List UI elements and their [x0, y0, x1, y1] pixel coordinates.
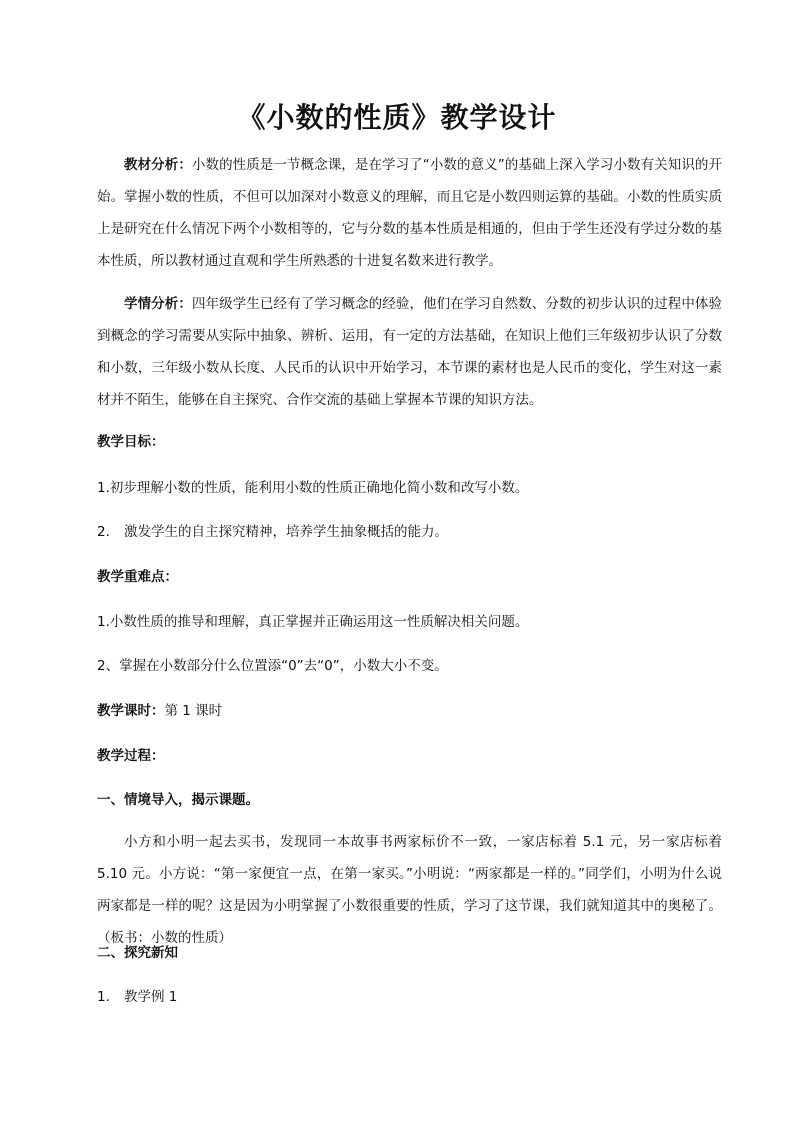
keypoint-item-1: 1.小数性质的推导和理解，真正掌握并正确运用这一性质解决相关问题。 — [97, 614, 529, 630]
student-analysis-label: 学情分析： — [124, 296, 192, 312]
goal-item-2 — [97, 516, 448, 548]
section-2-item-1 — [97, 981, 177, 1013]
section-1-paragraph: 小方和小明一起去买书，发现同一本故事书两家标价不一致，一家店标着 5.1 元，另一家店标着 5.10 元。小方说：“第一家便宜一点，在第一家买。”小明说：“两家都是一样的。”同学们，小明为什么说两家都是一样的呢？这是因为小明掌握了小数很重要的性质，学习了这节课，我们就知道其中的奥秘了。（板书：小数的性质） — [97, 834, 722, 946]
class-period-label: 教学课时： — [97, 703, 165, 719]
student-analysis-paragraph — [97, 288, 722, 416]
material-analysis-text: 小数的性质是一节概念课，是在学习了“小数的意义”的基础上深入学习小数有关知识的开始。掌握小数的性质，不但可以加深对小数意义的理解，而且它是小数四则运算的基础。小数的性质实质上是研究在什么情况下两个小数相等的，它与分数的基本性质是相通的，但由于学生还没有学过分数的基本性质，所以教材通过直观和学生所熟悉的十进复名数来进行教学。 — [97, 157, 722, 269]
section-1-heading: 一、情境导入，揭示课题。 — [97, 792, 259, 808]
class-period — [97, 695, 222, 727]
document-title: 《小数的性质》教学设计 — [237, 101, 557, 134]
goal-item-2-number: 2. — [97, 524, 110, 540]
section-2-heading: 二、探究新知 — [97, 945, 178, 961]
section-2-item-1-text: 教学例 1 — [124, 989, 178, 1005]
material-analysis-label: 教材分析： — [124, 157, 192, 173]
goals-heading: 教学目标： — [97, 434, 165, 450]
keypoints-heading: 教学重难点： — [97, 569, 178, 585]
student-analysis-text: 四年级学生已经有了学习概念的经验，他们在学习自然数、分数的初步认识的过程中体验到概念的学习需要从实际中抽象、辨析、运用，有一定的方法基础，在知识上他们三年级初步认识了分数和小数，三年级小数从长度、人民币的认识中开始学习，本节课的素材也是人民币的变化，学生对这一素材并不陌生，能够在自主探究、合作交流的基础上掌握本节课的知识方法。 — [97, 296, 723, 408]
class-period-value: 第 1 课时 — [164, 703, 223, 719]
process-heading: 教学过程： — [97, 748, 165, 764]
goal-item-2-text: 激发学生的自主探究精神，培养学生抽象概括的能力。 — [124, 524, 448, 540]
section-2-item-1-number: 1. — [97, 989, 110, 1005]
keypoint-item-2: 2、掌握在小数部分什么位置添“0”去“0”，小数大小不变。 — [97, 658, 448, 674]
material-analysis-paragraph — [97, 149, 722, 277]
goal-item-1: 1.初步理解小数的性质，能利用小数的性质正确地化简小数和改写小数。 — [97, 480, 529, 496]
